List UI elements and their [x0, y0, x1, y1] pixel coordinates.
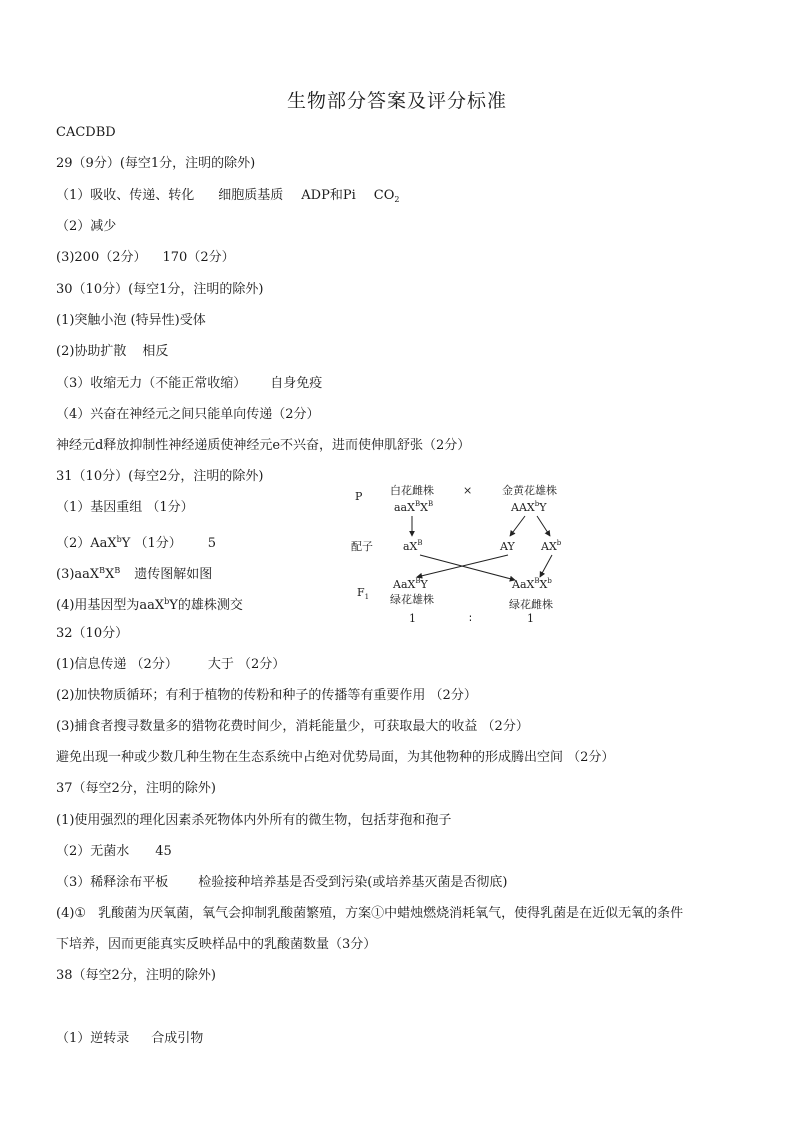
q31-part3	[56, 562, 212, 584]
q37-part4-continued: 下培养，因而更能真实反映样品中的乳酸菌数量（3分）	[56, 937, 377, 952]
q37-part2	[56, 843, 172, 861]
q32-part1-answer2: 大于 （2分）	[207, 657, 286, 672]
q37-part3-answer2: 检验接种培养基是否受到污染(或培养基灭菌是否彻底)	[198, 875, 508, 890]
q32-part1	[56, 656, 285, 674]
q31-part3-label: $(3)aaX^BX^B$	[56, 566, 121, 582]
q37-part2-answer2: 45	[155, 844, 172, 859]
q30-part3-label: （3）收缩无力（不能正常收缩）	[56, 376, 247, 391]
arrow-gamete3-to-offspring2	[540, 555, 552, 577]
q38-part1	[56, 1030, 203, 1048]
parent1-genotype: $aaX^BX^B$	[394, 500, 434, 514]
q37-part2-label: （2）无菌水	[56, 844, 130, 859]
gamete-2: AY	[500, 540, 515, 553]
q31-part2-answer2: 5	[207, 536, 217, 551]
q37-part1: (1)使用强烈的理化因素杀死物体内外所有的微生物，包括芽孢和孢子	[56, 813, 452, 828]
q29-part1	[56, 187, 399, 209]
q30-part3	[56, 375, 322, 393]
ratio-right: 1	[527, 612, 534, 625]
offspring1-genotype: AaX$^B$Y	[393, 577, 428, 591]
q31-part3-answer2: 遗传图解如图	[134, 567, 213, 582]
q30-header: 30（10分）(每空1分，注明的除外)	[56, 282, 264, 297]
q29-part3-answer2: 170（2分）	[162, 250, 235, 265]
arrow-gamete1-to-offspring2	[420, 555, 515, 580]
arrow-p2-to-gamete-ay	[510, 516, 525, 536]
q29-part1-answer4: $CO_2$	[373, 188, 400, 204]
ratio-colon: ∶	[469, 612, 472, 625]
gamete-1: $aX^B$	[403, 539, 423, 553]
q37-part4-answer2: 乳酸菌为厌氧菌，氧气会抑制乳酸菌繁殖，方案①中蜡烛燃烧消耗氧气，使得乳菌是在近似无氧的条件	[98, 906, 684, 921]
q31-part4: (4)用基因型为aaX$^b$Y的雄株测交	[56, 597, 243, 613]
q30-part2-label: (2)协助扩散	[56, 344, 127, 359]
q38-header: 38（每空2分，注明的除外)	[56, 968, 216, 983]
offspring1-label: 绿花雄株	[390, 593, 434, 606]
q31-header: 31（10分）(每空2分，注明的除外)	[56, 469, 264, 484]
q29-part1-answer2: 细胞质基质	[218, 188, 284, 203]
page-title: 生物部分答案及评分标准	[286, 90, 507, 112]
arrow-p2-to-gamete-axb	[537, 516, 550, 536]
q31-part1: （1）基因重组 （1分）	[56, 500, 194, 515]
q30-part1: (1)突触小泡 (特异性)受体	[56, 313, 206, 328]
row-label-gamete: 配子	[351, 540, 373, 553]
q30-part2	[56, 343, 168, 361]
row-label-p: P	[355, 490, 363, 503]
q37-part4-label: (4)①	[56, 906, 87, 921]
q37-part3-label: （3）稀释涂布平板	[56, 875, 169, 890]
q37-part4	[56, 905, 683, 923]
row-label-f1: $F_1$	[357, 586, 370, 601]
q29-part3	[56, 249, 235, 267]
q38-part1-answer2: 合成引物	[151, 1031, 204, 1046]
q37-header: 37（每空2分，注明的除外)	[56, 781, 216, 796]
q32-part3-continued: 避免出现一种或少数几种生物在生态系统中占绝对优势局面，为其他物种的形成腾出空间 （2分）	[56, 750, 615, 765]
mc-answers: CACDBD	[56, 125, 116, 140]
parent2-label: 金黄花雄株	[502, 484, 557, 497]
q37-part3	[56, 874, 507, 892]
genetic-cross-diagram	[345, 478, 585, 628]
ratio-left: 1	[409, 612, 416, 625]
q30-part4-continued: 神经元d释放抑制性神经递质使神经元e不兴奋，进而使伸肌舒张（2分）	[56, 438, 471, 453]
q32-part1-label: (1)信息传递 （2分）	[56, 657, 178, 672]
q29-part1-answer3: ADP和Pi	[301, 188, 356, 203]
parent1-label: 白花雌株	[390, 484, 434, 497]
q31-part2-label: （2）AaX$^b$Y （1分）	[56, 535, 182, 551]
gamete-3: $AX^b$	[541, 539, 562, 553]
q30-part3-answer2: 自身免疫	[270, 376, 323, 391]
q29-part1-label: （1）吸收、传递、转化	[56, 188, 195, 203]
offspring2-genotype: $AaX^BX^b$	[512, 577, 552, 591]
parent2-genotype: AAX$^b$Y	[511, 500, 547, 514]
offspring2-label: 绿花雌株	[509, 598, 553, 611]
q29-part2: （2）减少	[56, 219, 117, 234]
q32-header: 32（10分）	[56, 626, 129, 641]
q38-part1-label: （1）逆转录	[56, 1031, 130, 1046]
q30-part2-answer2: 相反	[142, 344, 169, 359]
q31-part2	[56, 531, 216, 553]
q29-part3-label: (3)200（2分）	[56, 250, 147, 265]
q30-part4: （4）兴奋在神经元之间只能单向传递（2分）	[56, 407, 320, 422]
q29-header: 29（9分）(每空1分，注明的除外)	[56, 156, 256, 171]
q32-part3: (3)捕食者搜寻数量多的猎物花费时间少，消耗能量少，可获取最大的收益 （2分）	[56, 719, 529, 734]
cross-symbol: ×	[463, 484, 473, 497]
q32-part2: (2)加快物质循环；有利于植物的传粉和种子的传播等有重要作用 （2分）	[56, 688, 477, 703]
